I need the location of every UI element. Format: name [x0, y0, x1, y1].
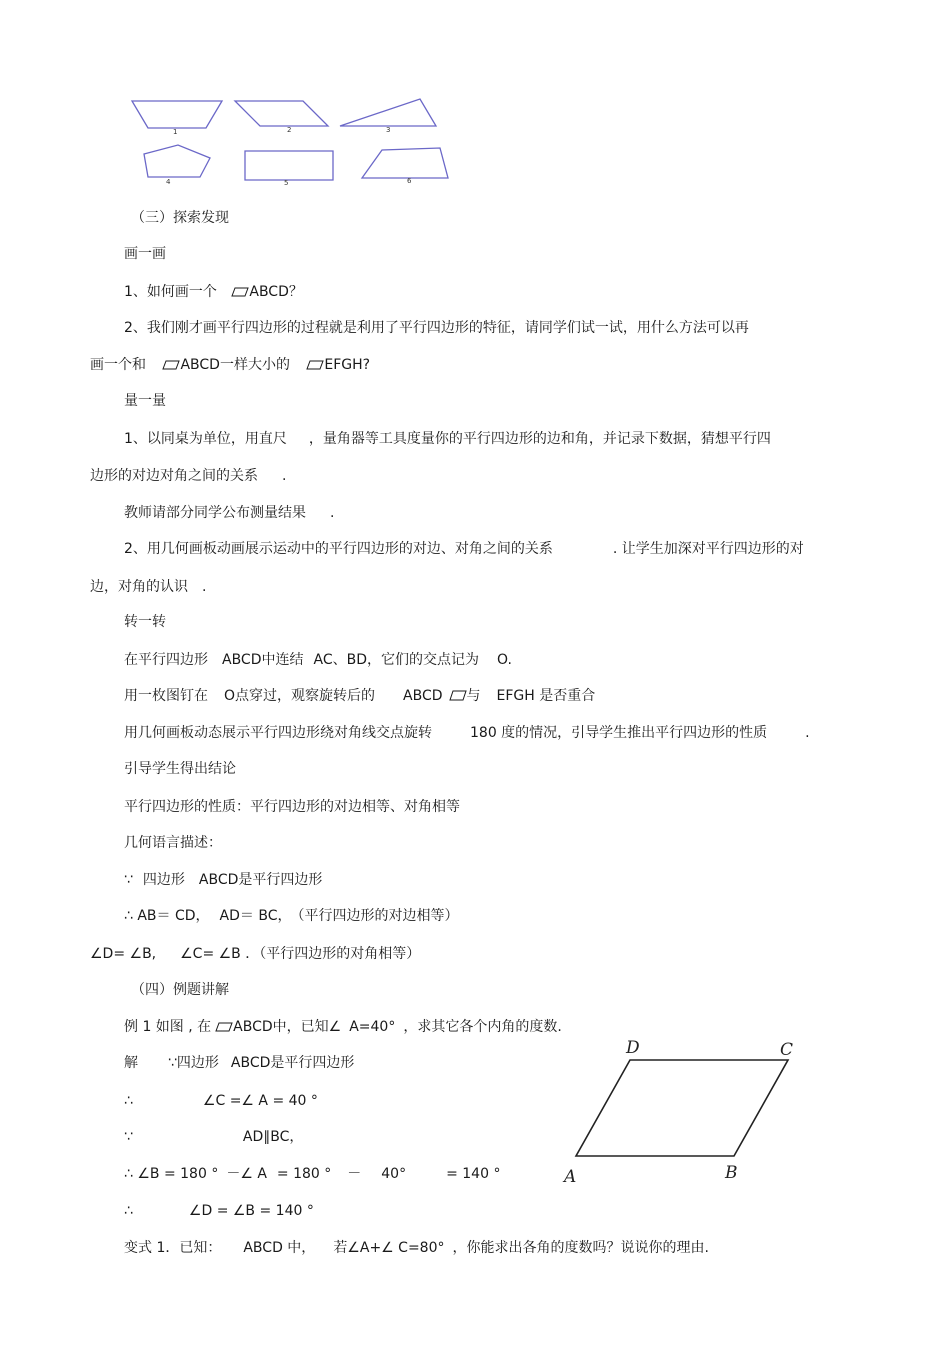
vertex-label-a: A — [564, 1167, 577, 1187]
parallelogram-symbol-icon — [231, 287, 249, 297]
angles-line: ∠D= ∠B, ∠C= ∠B ．（平行四边形的对角相等） — [90, 946, 421, 962]
vertex-label-c: C — [780, 1040, 794, 1060]
shape-label-5: 5 — [284, 179, 289, 187]
measure-item-2-cont: 边，对角的认识 . — [90, 579, 207, 595]
shape-label-3: 3 — [386, 126, 391, 134]
parallelogram-figure — [555, 1030, 805, 1190]
solution-line: 解 ∵四边形 ABCD是平行四边形 — [124, 1055, 355, 1071]
example-1-line: 例 1 如图 , 在 ABCD中，已知∠ A=40° ，求其它各个内角的度数. — [124, 1019, 562, 1035]
rotate-line-1: 在平行四边形 ABCD中连结 AC、BD，它们的交点记为 O. — [124, 652, 512, 668]
shape-label-6: 6 — [407, 177, 412, 185]
parallelogram-symbol-icon — [215, 1022, 233, 1032]
rotate-line-2: 用一枚图钉在 O点穿过，观察旋转后的 ABCD 与 EFGH 是否重合 — [124, 688, 596, 704]
rotate-heading: 转一转 — [124, 614, 166, 630]
shape-label-1: 1 — [173, 128, 178, 136]
parallelogram-symbol-icon — [306, 360, 324, 370]
section-4-heading: （四）例题讲解 — [131, 982, 229, 998]
measure-item-2: 2、用几何画板动画展示运动中的平行四边形的对边、对角之间的关系 . 让学生加深对平行四边形的对 — [124, 541, 804, 557]
geometry-language-line: 几何语言描述： — [124, 835, 222, 851]
shape-label-4: 4 — [166, 178, 171, 186]
shape-3-triangle — [340, 99, 436, 126]
shape-2-parallelogram — [235, 101, 328, 126]
step-3-line: ∴ ∠B = 180 ° －∠ A = 180 ° － 40° = 140 ° — [124, 1166, 501, 1182]
draw-item-1: 1、如何画一个 ABCD？ — [124, 284, 303, 300]
shape-1-trapezoid — [132, 101, 222, 128]
since-line-1: ∵ 四边形 ABCD是平行四边形 — [124, 872, 323, 888]
measure-item-1: 1、以同桌为单位，用直尺 ，量角器等工具度量你的平行四边形的边和角，并记录下数据，猜想平行四 — [124, 431, 771, 447]
property-line: 平行四边形的性质：平行四边形的对边相等、对角相等 — [124, 799, 460, 815]
shape-6-quadrilateral — [362, 148, 448, 178]
guide-line: 引导学生得出结论 — [124, 761, 236, 777]
shape-5-rectangle — [245, 151, 333, 180]
rotate-line-3: 用几何画板动态展示平行四边形绕对角线交点旋转 180 度的情况，引导学生推出平行四边形的性质 . — [124, 725, 810, 741]
variation-1-line: 变式 1．已知： ABCD 中， 若∠A+∠ C=80° ，你能求出各角的度数吗？说说你的理由. — [124, 1240, 709, 1256]
measure-heading: 量一量 — [124, 393, 166, 409]
draw-item-2-cont: 画一个和 ABCD一样大小的 EFGH? — [90, 357, 371, 373]
measure-item-1-cont: 边形的对边对角之间的关系 . — [90, 468, 287, 484]
step-1-line: ∴ ∠C =∠ A = 40 ° — [124, 1093, 318, 1109]
section-3-heading: （三）探索发现 — [131, 210, 229, 226]
shape-4-pentagon — [144, 145, 210, 177]
step-4-line: ∴ ∠D = ∠B = 140 ° — [124, 1203, 314, 1219]
shape-label-2: 2 — [287, 126, 292, 134]
therefore-line-1: ∴ AB＝ CD， AD＝ BC， （平行四边形的对边相等） — [124, 908, 459, 924]
shape-examples — [120, 90, 460, 190]
vertex-label-d: D — [626, 1038, 640, 1058]
parallelogram-symbol-icon — [162, 360, 180, 370]
step-2-line: ∵ AD∥BC， — [124, 1129, 304, 1145]
draw-heading: 画一画 — [124, 246, 166, 262]
teacher-line: 教师请部分同学公布测量结果 . — [124, 505, 335, 521]
parallelogram-abcd — [576, 1060, 788, 1156]
vertex-label-b: B — [725, 1163, 738, 1183]
parallelogram-symbol-icon — [449, 690, 467, 702]
draw-item-2: 2、我们刚才画平行四边形的过程就是利用了平行四边形的特征，请同学们试一试，用什么方法可以再 — [124, 320, 749, 336]
